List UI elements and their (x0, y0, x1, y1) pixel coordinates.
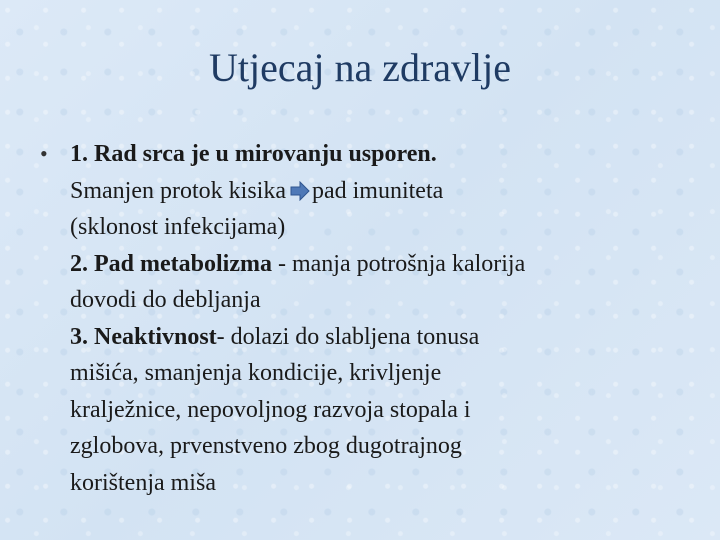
text-line-3: (sklonost infekcijama) (70, 214, 286, 240)
slide-content (40, 136, 690, 501)
text-line-2-start: Smanjen protok kisika (70, 177, 286, 204)
text-line-6 (70, 319, 690, 356)
text-line-9: zglobova, prvenstveno zbog dugotrajnog (70, 433, 462, 459)
text-line-5: dovodi do debljanja (70, 287, 261, 313)
right-arrow-icon (290, 176, 310, 196)
text-line-6-bold: 3. Neaktivnost (70, 323, 217, 350)
bullet-marker: • (40, 141, 48, 166)
bullet-text (70, 136, 690, 501)
text-line-1: 1. Rad srca je u mirovanju usporen. (70, 141, 437, 167)
slide-title: Utjecaj na zdravlje (208, 45, 512, 90)
text-line-7: mišića, smanjenja kondicije, krivljenje (70, 360, 442, 386)
bullet-item (40, 136, 690, 501)
text-line-4-bold: 2. Pad metabolizma (70, 250, 272, 277)
text-line-8: kralježnice, nepovoljnog razvoja stopala i (70, 396, 471, 423)
text-line-4 (70, 246, 690, 283)
text-line-6-rest: - dolazi do slabljena tonusa (216, 323, 480, 350)
text-line-2-end: pad imuniteta (311, 177, 444, 204)
text-line-10: korištenja miša (70, 469, 216, 496)
text-line-4-rest: - manja potrošnja kalorija (271, 250, 526, 277)
text-line-2 (70, 173, 690, 210)
